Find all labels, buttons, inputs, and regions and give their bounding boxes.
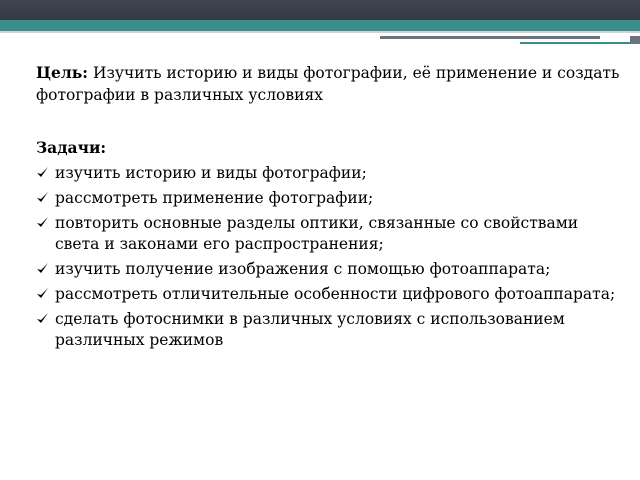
list-item (36, 188, 626, 209)
goal-label: Цель: (36, 63, 89, 82)
header-band-light (0, 31, 640, 33)
task-text: изучить получение изображения с помощью фотоаппарата; (55, 260, 551, 278)
checkmark-icon (36, 191, 49, 204)
header-band-dark (0, 0, 640, 20)
checkmark-icon (36, 166, 49, 179)
checkmark-icon (36, 216, 49, 229)
task-text: сделать фотоснимки в различных условиях с использованием различных режимов (55, 310, 565, 349)
tasks-heading: Задачи: (36, 138, 107, 157)
checkmark-icon (36, 312, 49, 325)
header-accent-line-teal (520, 42, 638, 44)
task-text: рассмотреть применение фотографии; (55, 189, 374, 207)
list-item (36, 259, 626, 280)
header-accent-line (380, 36, 600, 39)
header-accent-tick (630, 36, 640, 44)
list-item (36, 213, 626, 255)
task-list (36, 163, 626, 355)
task-text: повторить основные разделы оптики, связанные со свойствами света и законами его распространения; (55, 214, 579, 253)
list-item (36, 309, 626, 351)
list-item (36, 163, 626, 184)
goal-paragraph (36, 62, 626, 106)
checkmark-icon (36, 262, 49, 275)
list-item (36, 284, 626, 305)
goal-text: Изучить историю и виды фотографии, её применение и создать фотографии в различных условиях (36, 64, 620, 104)
task-text: рассмотреть отличительные особенности цифрового фотоаппарата; (55, 285, 616, 303)
checkmark-icon (36, 287, 49, 300)
task-text: изучить историю и виды фотографии; (55, 164, 367, 182)
header-band-teal (0, 20, 640, 31)
